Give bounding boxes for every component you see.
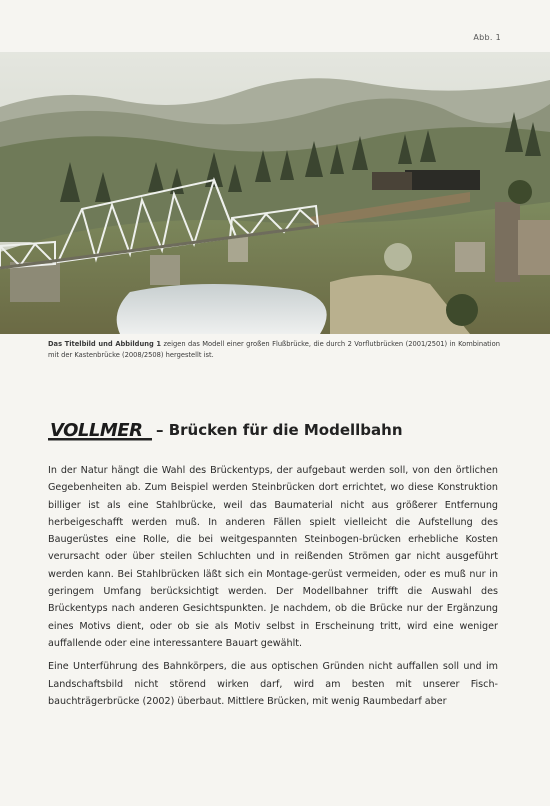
caption-lead: Das Titelbild und Abbildung 1 (48, 340, 162, 348)
model-railway-bridge-photo (0, 52, 550, 334)
figure-caption (48, 339, 500, 360)
page-title: – Brücken für die Modellbahn (156, 421, 403, 439)
figure-label: Abb. 1 (473, 33, 501, 42)
paragraph: Eine Unterführung des Bahnkörpers, die aus optischen Gründen nicht auffallen soll und im Landschaftsbild nicht störend wirken darf, wird am besten mit unserer Fisch-bauchträgerbrücke (2002) überbaut. Mittlere Brücken, mit wenig Raumbedarf aber (48, 661, 498, 707)
caption-text: zeigen das Modell einer großen Flußbrücke, die durch 2 Vorflutbrücken (2001/2501) in Kombination mit der Kastenbrücke (2008/2508) hergestellt ist. (48, 340, 500, 359)
section-heading (48, 417, 508, 443)
vollmer-logo (48, 419, 152, 441)
paragraph: In der Natur hängt die Wahl des Brückentyps, der aufgebaut werden soll, von den örtlichen Gegebenheiten ab. Zum Beispiel werden Steinbrücken dort errichtet, wo diese Konstruktion billiger ist als eine Stahlbrücke, weil das Baumaterial nicht aus größerer Entfernung herbeigeschafft werden muß. In anderen Fällen spielt vielleicht die Aufstellung des Baugerüstes eine Rolle, die bei weitgespannten Steinbogen-brücken erhebliche Kosten verursacht oder über steilen Schluchten und in reißenden Strömen gar nicht ausgeführt werden kann. Bei Stahlbrücken läßt sich ein Montage-gerüst vermeiden, oder es muß nur in geringem Umfang berücksichtigt werden. Der Modellbahner trifft die Auswahl des Brückentyps nach anderen Gesichtspunkten. Je nachdem, ob die Brücke nur der Ergänzung eines Motivs dient, oder ob sie als Motiv selbst in Erscheinung tritt, wird eine weniger auffallende oder eine interessantere Bauart gewählt. (48, 465, 498, 649)
article-body (48, 462, 498, 710)
logo-text: VOLLMER (50, 420, 143, 441)
